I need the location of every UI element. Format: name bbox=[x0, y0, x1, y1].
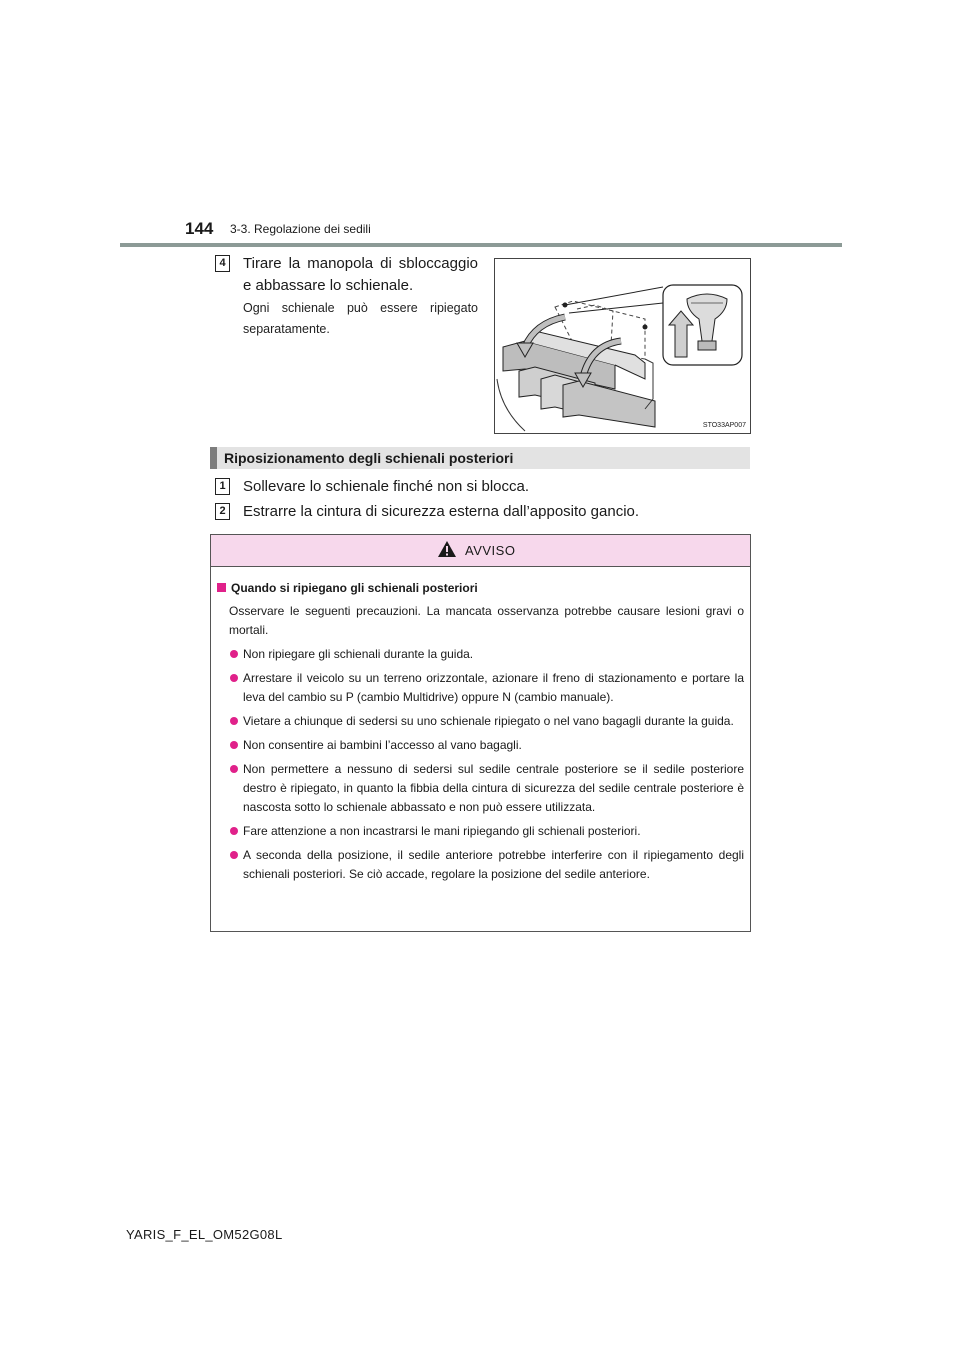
bullet-text: Non consentire ai bambini l’accesso al vano bagagli. bbox=[243, 738, 522, 752]
warning-bullet bbox=[217, 846, 744, 884]
bullet-dot-icon bbox=[230, 650, 238, 658]
step-2-badge: 2 bbox=[215, 503, 230, 520]
document-code: YARIS_F_EL_OM52G08L bbox=[126, 1227, 283, 1242]
step-4-badge: 4 bbox=[215, 255, 230, 272]
bullet-text: Vietare a chiunque di sedersi su uno schienale ripiegato o nel vano bagagli durante la guida. bbox=[243, 714, 734, 728]
heading-bar bbox=[210, 447, 217, 469]
bullet-dot-icon bbox=[230, 717, 238, 725]
step-4-text: Tirare la manopola di sbloccaggio e abbassare lo schienale. bbox=[243, 255, 478, 294]
step-1-text: Sollevare lo schienale finché non si blocca. bbox=[243, 478, 530, 495]
square-bullet-icon bbox=[217, 583, 226, 592]
warning-bullet bbox=[217, 822, 744, 841]
section-title: 3-3. Regolazione dei sedili bbox=[230, 222, 371, 236]
warning-bullet bbox=[217, 760, 744, 817]
step-1-badge: 1 bbox=[215, 478, 230, 495]
bullet-text: Fare attenzione a non incastrarsi le mani ripiegando gli schienali posteriori. bbox=[243, 824, 641, 838]
warning-bullet bbox=[217, 669, 744, 707]
bullet-text: Non ripiegare gli schienali durante la guida. bbox=[243, 647, 474, 661]
warning-bullet bbox=[217, 712, 744, 731]
section-heading bbox=[210, 447, 750, 469]
warning-condition bbox=[217, 579, 744, 598]
bullet-dot-icon bbox=[230, 765, 238, 773]
bullet-text: A seconda della posizione, il sedile anteriore potrebbe interferire con il ripiegamento degli schienali posteriori. Se ciò accade, regolare la posizione del sedile anteriore. bbox=[243, 848, 744, 881]
rear-seat-diagram bbox=[495, 259, 750, 433]
bullet-dot-icon bbox=[230, 851, 238, 859]
bullet-dot-icon bbox=[230, 827, 238, 835]
warning-triangle-icon bbox=[437, 540, 457, 558]
bullet-dot-icon bbox=[230, 674, 238, 682]
warning-box bbox=[210, 534, 751, 932]
bullet-text: Arrestare il veicolo su un terreno orizzontale, azionare il freno di stazionamento e portare la leva del cambio su P (cambio Multidrive) oppure N (cambio manuale). bbox=[243, 671, 744, 704]
seat-fold-illustration bbox=[494, 258, 751, 434]
figure-code: STO33AP007 bbox=[702, 422, 746, 429]
step-4-note: Ogni schienale può essere ripiegato separatamente. bbox=[243, 301, 478, 336]
header-rule bbox=[120, 243, 842, 247]
warning-bullet bbox=[217, 736, 744, 755]
warning-header bbox=[211, 535, 750, 567]
warning-intro: Osservare le seguenti precauzioni. La mancata osservanza potrebbe causare lesioni gravi o mortali. bbox=[229, 604, 744, 637]
warning-title: AVVISO bbox=[465, 543, 516, 558]
bullet-text: Non permettere a nessuno di sedersi sul sedile centrale posteriore se il sedile posteriore destro è ripiegato, in quanto la fibbia della cintura di sicurezza del sedile centrale posteriore è nascosta sotto lo schienale abbassato e non può essere utilizzata. bbox=[243, 762, 744, 814]
heading-text: Riposizionamento degli schienali posteriori bbox=[224, 450, 514, 466]
step-2-text: Estrarre la cintura di sicurezza esterna dall’apposito gancio. bbox=[243, 503, 640, 520]
page-number: 144 bbox=[185, 219, 214, 238]
warning-bullet bbox=[217, 645, 744, 664]
warning-body bbox=[217, 579, 744, 884]
warning-condition-text: Quando si ripiegano gli schienali posteriori bbox=[231, 581, 478, 595]
bullet-dot-icon bbox=[230, 741, 238, 749]
